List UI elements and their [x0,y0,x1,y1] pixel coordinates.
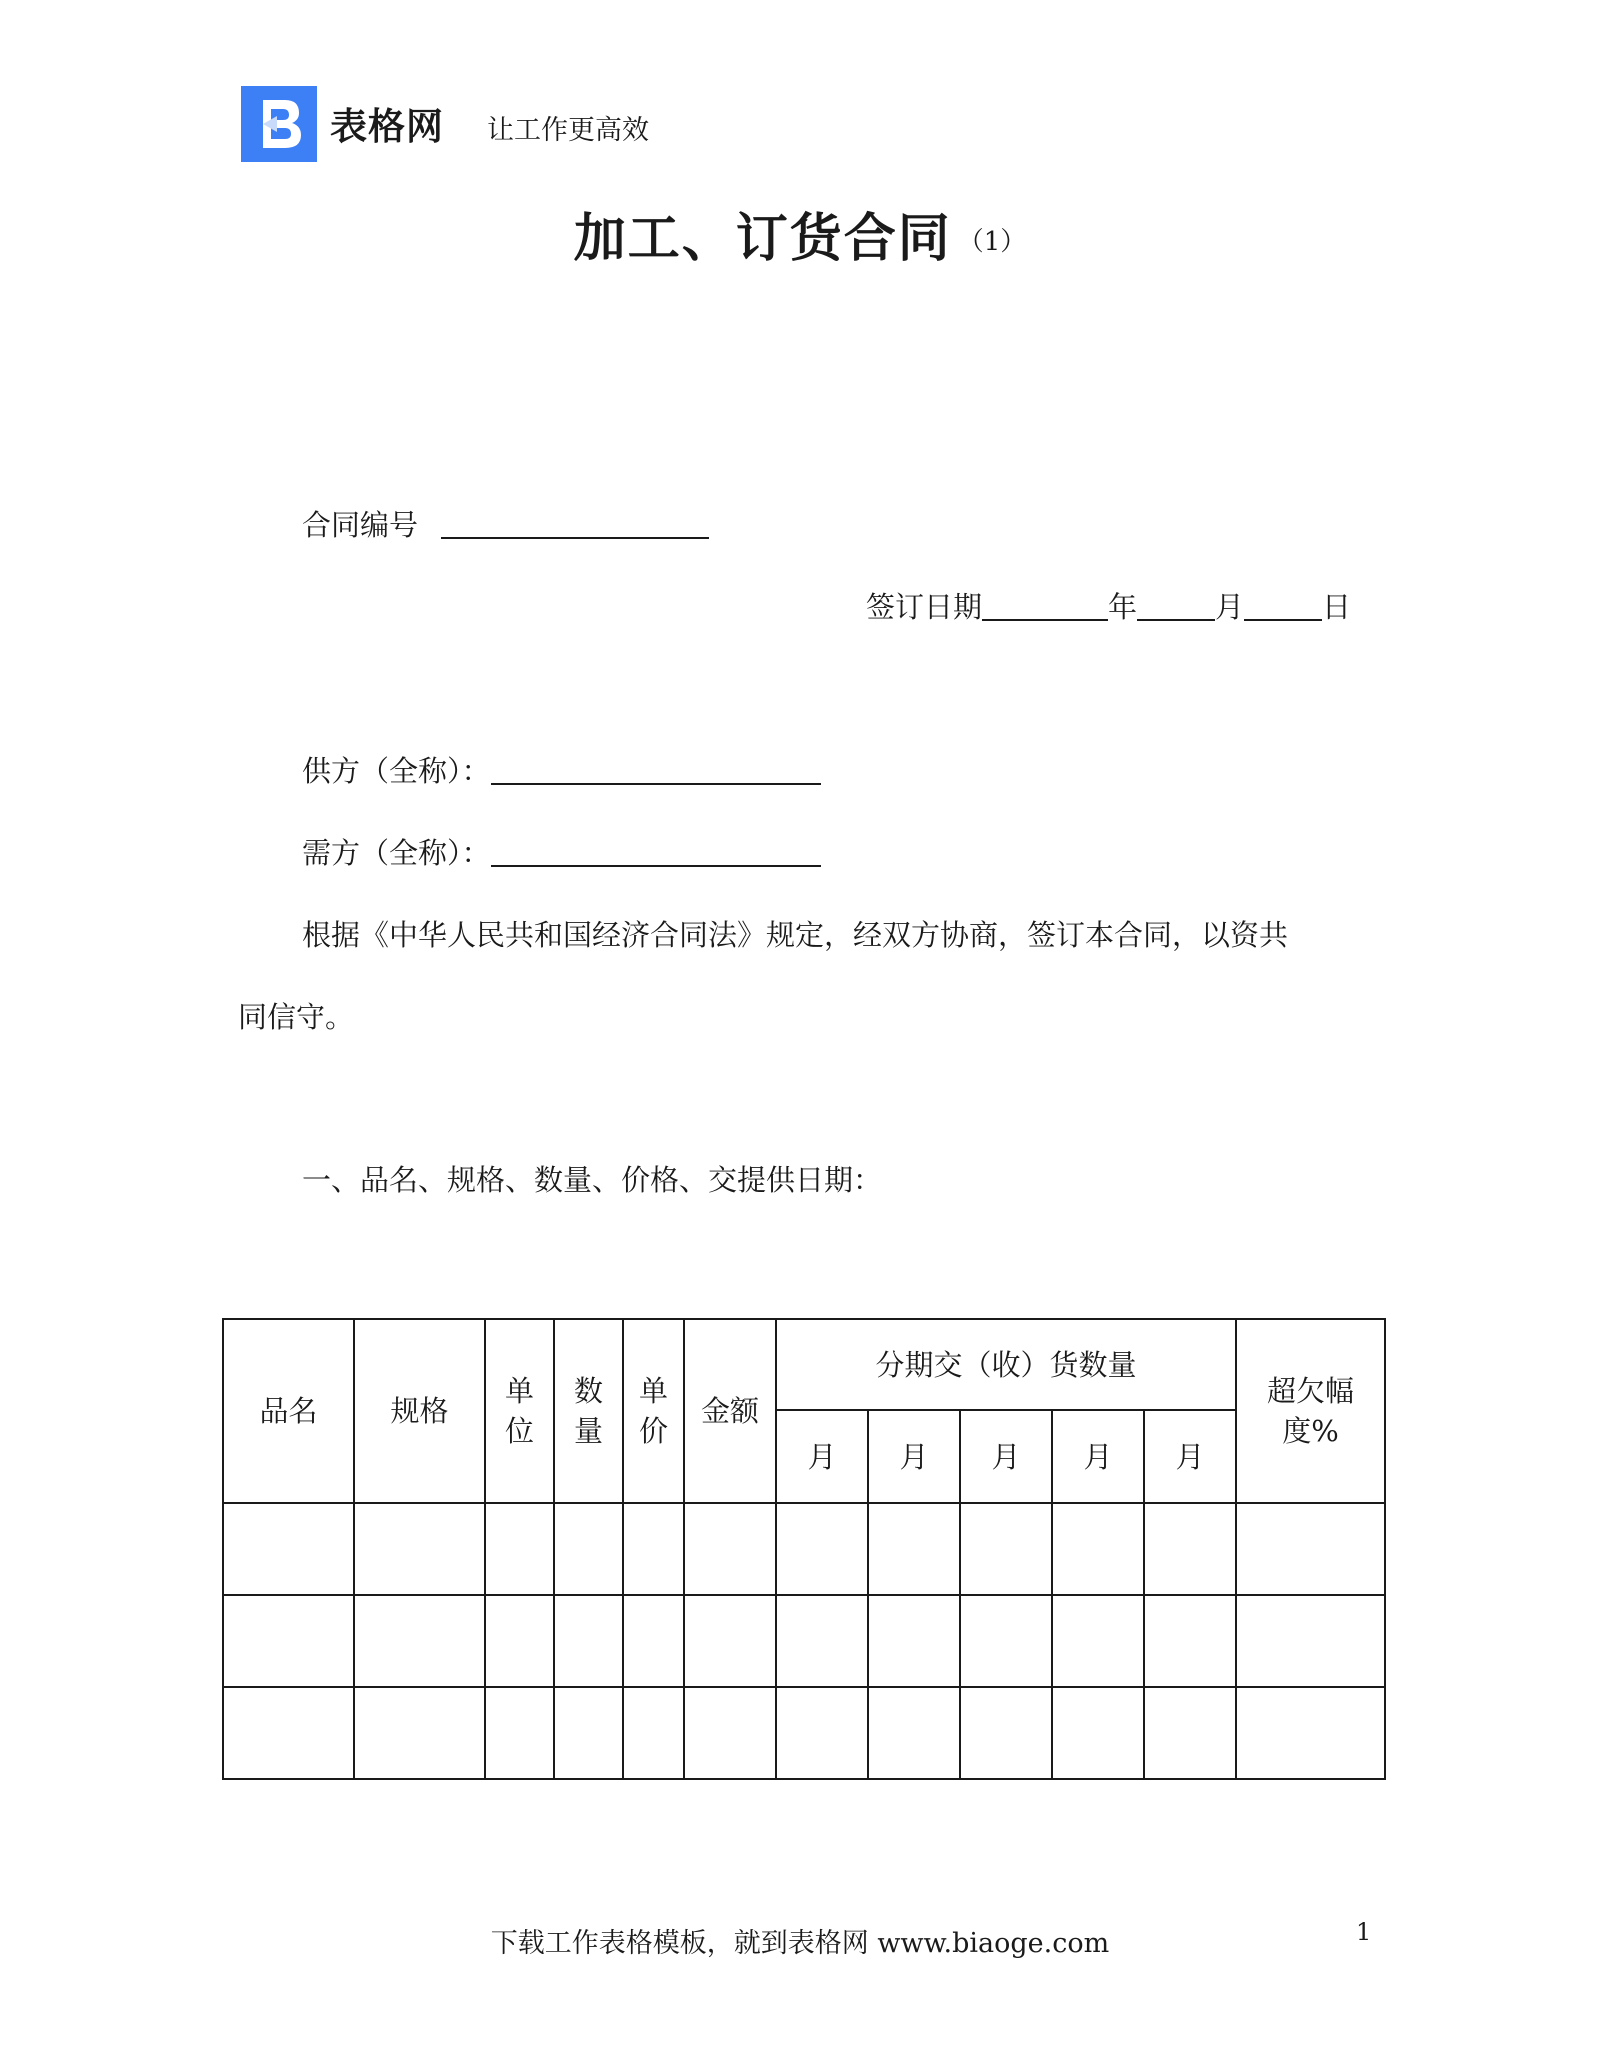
document-title [0,196,1600,271]
table-row [223,1503,1385,1595]
title-number: （1） [957,227,1027,257]
sign-date-field [866,585,1351,626]
contract-number-label: 合同编号 [302,508,419,542]
buyer-label: 需方（全称）： [302,836,491,870]
title-main: 加工、订货合同 [573,209,952,269]
day-blank[interactable] [1244,589,1322,621]
table-cell[interactable] [1052,1595,1144,1687]
table-cell[interactable] [223,1687,354,1779]
logo-icon [241,86,317,162]
table-header-row [223,1319,1385,1410]
table-cell[interactable] [1236,1687,1385,1779]
month-label: 月 [1215,590,1245,624]
table-cell[interactable] [623,1687,684,1779]
supplier-label: 供方（全称）： [302,754,491,788]
header-unit: 单位 [504,1374,534,1448]
table-cell[interactable] [554,1687,623,1779]
table-cell[interactable] [1144,1687,1236,1779]
year-label: 年 [1108,590,1138,624]
brand-logo [241,86,317,162]
table-cell[interactable] [776,1595,868,1687]
goods-table [222,1318,1386,1780]
supplier-field [302,749,821,790]
table-cell[interactable] [1052,1687,1144,1779]
header-quantity: 数量 [573,1374,603,1448]
table-cell[interactable] [485,1595,554,1687]
contract-number-field [302,503,709,544]
table-cell[interactable] [223,1595,354,1687]
header-tolerance-cell [1236,1319,1385,1503]
table-cell[interactable] [223,1503,354,1595]
month-col-2: 月 [868,1410,960,1503]
table-row [223,1687,1385,1779]
sign-date-label: 签订日期 [866,590,983,624]
header-name: 品名 [223,1319,354,1503]
table-cell[interactable] [868,1687,960,1779]
section-heading: 一、品名、规格、数量、价格、交提供日期： [302,1163,883,1197]
header-installments: 分期交（收）货数量 [776,1319,1236,1410]
month-col-5: 月 [1144,1410,1236,1503]
table-cell[interactable] [960,1503,1052,1595]
header-unit-price-cell [623,1319,684,1503]
table-cell[interactable] [623,1503,684,1595]
table-cell[interactable] [354,1687,485,1779]
day-label: 日 [1322,590,1352,624]
table-cell[interactable] [554,1595,623,1687]
table-cell[interactable] [1144,1503,1236,1595]
table-cell[interactable] [868,1595,960,1687]
header-quantity-cell [554,1319,623,1503]
brand-name: 表格网 [330,105,444,148]
table-cell[interactable] [684,1503,776,1595]
table-cell[interactable] [684,1595,776,1687]
header-unit-cell [485,1319,554,1503]
intro-paragraph-line1: 根据《中华人民共和国经济合同法》规定，经双方协商，签订本合同，以资共 [302,918,1289,952]
table-cell[interactable] [1236,1595,1385,1687]
table-cell[interactable] [354,1595,485,1687]
footer-text: 下载工作表格模板，就到表格网 www.biaoge.com [490,1928,1110,1959]
header-unit-price: 单价 [638,1374,668,1448]
table-row [223,1595,1385,1687]
header-tolerance: 超欠幅度% [1267,1374,1355,1448]
header-amount: 金额 [684,1319,776,1503]
table-cell[interactable] [485,1503,554,1595]
table-cell[interactable] [776,1687,868,1779]
table-cell[interactable] [776,1503,868,1595]
month-col-1: 月 [776,1410,868,1503]
table-cell[interactable] [960,1687,1052,1779]
contract-number-blank[interactable] [441,507,709,539]
table-cell[interactable] [684,1687,776,1779]
month-col-4: 月 [1052,1410,1144,1503]
month-col-3: 月 [960,1410,1052,1503]
page-number: 1 [1356,1918,1372,1946]
table-cell[interactable] [623,1595,684,1687]
month-blank[interactable] [1137,589,1215,621]
buyer-field [302,831,821,872]
brand-slogan: 让工作更高效 [487,115,649,146]
table-cell[interactable] [1052,1503,1144,1595]
year-blank[interactable] [982,589,1108,621]
table-cell[interactable] [1144,1595,1236,1687]
buyer-blank[interactable] [491,835,821,867]
table-cell[interactable] [554,1503,623,1595]
table-cell[interactable] [1236,1503,1385,1595]
table-cell[interactable] [960,1595,1052,1687]
intro-paragraph-line2: 同信守。 [238,1000,355,1034]
supplier-blank[interactable] [491,753,821,785]
header-spec: 规格 [354,1319,485,1503]
table-cell[interactable] [354,1503,485,1595]
table-cell[interactable] [868,1503,960,1595]
table-cell[interactable] [485,1687,554,1779]
